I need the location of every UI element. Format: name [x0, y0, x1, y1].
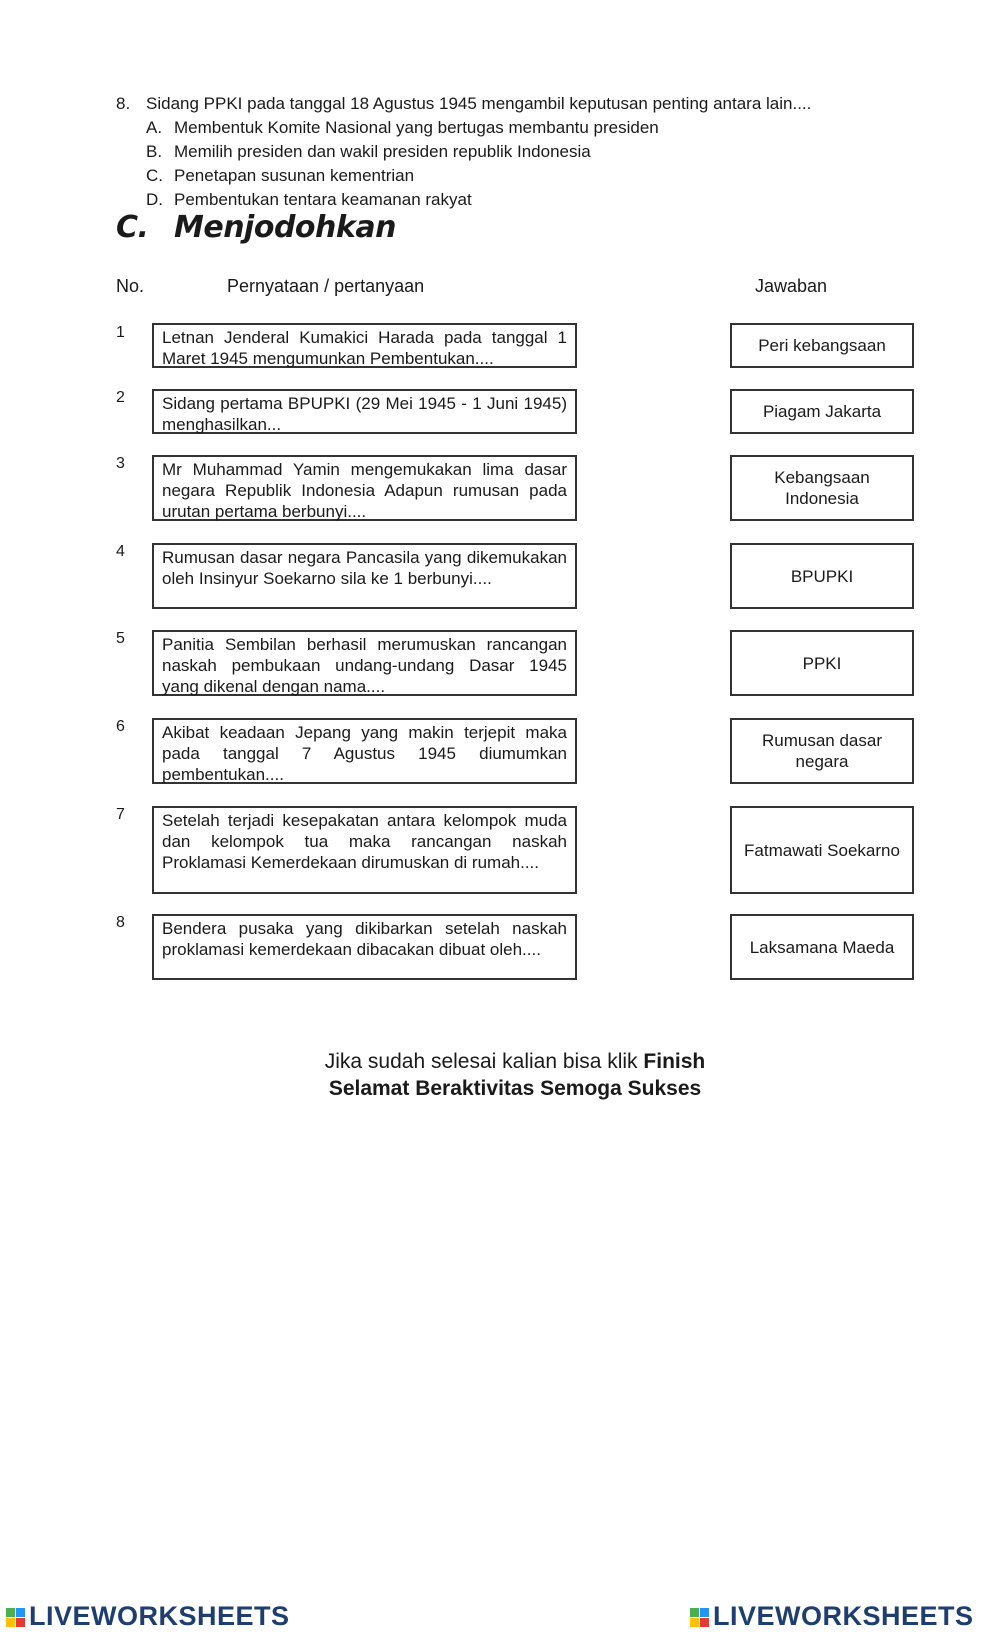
question-box: Panitia Sembilan berhasil merumuskan rancangan naskah pembukaan undang-undang Dasar 1945 yang dikenal dengan nama.... — [152, 630, 577, 696]
row-number: 5 — [116, 630, 125, 647]
option-a — [146, 116, 811, 140]
liveworksheets-logo-text: LIVEWORKSHEETS — [29, 1601, 290, 1631]
answer-box[interactable]: Piagam Jakarta — [730, 389, 914, 434]
section-letter: C. — [116, 210, 149, 245]
question-number: 8. — [116, 94, 131, 113]
question-box: Akibat keadaan Jepang yang makin terjepit maka pada tanggal 7 Agustus 1945 diumumkan pembentukan.... — [152, 718, 577, 784]
question-box: Setelah terjadi kesepakatan antara kelompok muda dan kelompok tua maka rancangan naskah Proklamasi Kemerdekaan dirumuskan di rumah.... — [152, 806, 577, 894]
question-box: Bendera pusaka yang dikibarkan setelah naskah proklamasi kemerdekaan dibacakan dibuat oleh.... — [152, 914, 577, 980]
section-title — [116, 210, 396, 245]
option-letter: A. — [146, 118, 163, 137]
option-text: Pembentukan tentara keamanan rakyat — [174, 190, 472, 209]
question-box: Rumusan dasar negara Pancasila yang dikemukakan oleh Insinyur Soekarno sila ke 1 berbunyi.... — [152, 543, 577, 609]
option-text: Penetapan susunan kementrian — [174, 166, 415, 185]
row-number: 1 — [116, 324, 125, 341]
row-number: 7 — [116, 806, 125, 823]
question-8 — [116, 92, 811, 212]
liveworksheets-logo-icon — [6, 1604, 26, 1630]
header-statement: Pernyataan / pertanyaan — [227, 276, 425, 296]
question-8-stem — [116, 92, 811, 116]
section-name: Menjodohkan — [174, 210, 396, 245]
finish-instruction-text: Jika sudah selesai kalian bisa klik — [324, 1050, 644, 1073]
answer-box[interactable]: Kebangsaan Indonesia — [730, 455, 914, 521]
row-number: 6 — [116, 718, 125, 735]
option-text: Memilih presiden dan wakil presiden republik Indonesia — [174, 142, 591, 161]
question-box: Mr Muhammad Yamin mengemukakan lima dasar negara Republik Indonesia Adapun rumusan pada urutan pertama berbunyi.... — [152, 455, 577, 521]
row-number: 2 — [116, 389, 125, 406]
liveworksheets-logo-right — [690, 1601, 974, 1632]
header-answer: Jawaban — [755, 276, 828, 296]
answer-box[interactable]: Fatmawati Soekarno — [730, 806, 914, 894]
finish-label: Finish — [643, 1050, 706, 1073]
option-letter: D. — [146, 190, 163, 209]
answer-box[interactable]: Peri kebangsaan — [730, 323, 914, 368]
header-no: No. — [116, 276, 145, 296]
question-box: Sidang pertama BPUPKI (29 Mei 1945 - 1 Juni 1945) menghasilkan... — [152, 389, 577, 434]
row-number: 8 — [116, 914, 125, 931]
option-b — [146, 140, 811, 164]
question-box: Letnan Jenderal Kumakici Harada pada tanggal 1 Maret 1945 mengumunkan Pembentukan.... — [152, 323, 577, 368]
option-letter: B. — [146, 142, 163, 161]
answer-box[interactable]: Rumusan dasar negara — [730, 718, 914, 784]
option-d — [146, 188, 811, 212]
closing-message: Selamat Beraktivitas Semoga Sukses — [328, 1077, 702, 1100]
question-text: Sidang PPKI pada tanggal 18 Agustus 1945 mengambil keputusan penting antara lain.... — [146, 94, 812, 113]
answer-box[interactable]: PPKI — [730, 630, 914, 696]
liveworksheets-logo-icon — [690, 1604, 710, 1630]
row-number: 3 — [116, 455, 125, 472]
option-text: Membentuk Komite Nasional yang bertugas membantu presiden — [174, 118, 659, 137]
liveworksheets-logo-left — [6, 1601, 290, 1632]
option-letter: C. — [146, 166, 163, 185]
answer-box[interactable]: Laksamana Maeda — [730, 914, 914, 980]
row-number: 4 — [116, 543, 125, 560]
liveworksheets-logo-text: LIVEWORKSHEETS — [713, 1601, 974, 1631]
finish-instruction — [0, 1048, 1000, 1075]
option-c — [146, 164, 811, 188]
answer-box[interactable]: BPUPKI — [730, 543, 914, 609]
